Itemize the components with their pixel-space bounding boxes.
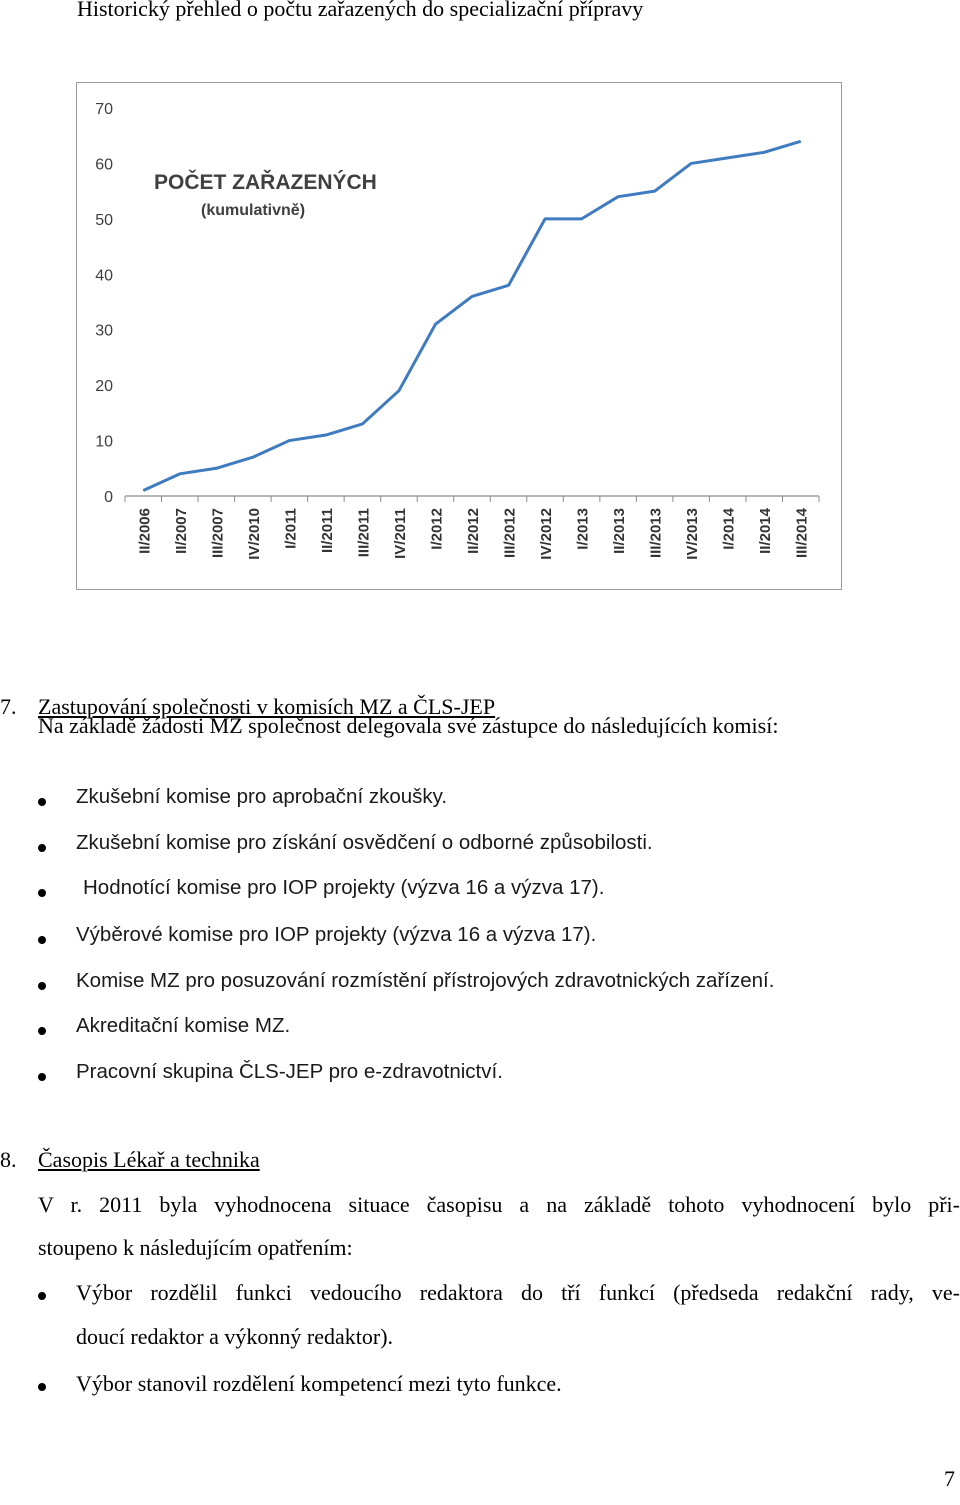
y-tick-label: 70 bbox=[95, 101, 113, 118]
chart-y-ticks bbox=[95, 101, 113, 506]
x-tick-label: III/2014 bbox=[793, 508, 811, 559]
bullet-dot bbox=[38, 889, 46, 897]
x-tick-label: III/2007 bbox=[209, 508, 227, 559]
section-7-title: Zastupování společnosti v komisích MZ a ČLS-JEP bbox=[38, 694, 496, 719]
list-item: Pracovní skupina ČLS-JEP pro e-zdravotnictví. bbox=[76, 1060, 503, 1083]
bullet-dot bbox=[38, 1292, 46, 1300]
section-7-intro: Na základě žádosti MZ společnost delegovala své zástupce do následujících komisí: bbox=[38, 713, 779, 738]
y-tick-label: 50 bbox=[95, 211, 113, 229]
x-tick-label: II/2007 bbox=[172, 508, 190, 554]
list-item: Komise MZ pro posuzování rozmístění přístrojových zdravotnických zařízení. bbox=[76, 969, 775, 992]
y-tick-label: 30 bbox=[95, 322, 113, 340]
x-tick-label: II/2012 bbox=[465, 508, 482, 554]
list-item-line-1: Výbor rozdělil funkci vedoucího redaktora do tří funkcí (předseda redakční rady, ve- bbox=[76, 1280, 960, 1305]
list-item: Výbor stanovil rozdělení kompetencí mezi tyto funkce. bbox=[76, 1371, 562, 1396]
line-chart bbox=[77, 83, 843, 591]
y-tick-label: 40 bbox=[95, 267, 113, 285]
bullet-dot bbox=[38, 982, 46, 990]
chart-title: POČET ZAŘAZENÝCH bbox=[154, 171, 377, 194]
x-tick-label: I/2012 bbox=[428, 508, 446, 550]
x-tick-label: I/2011 bbox=[282, 508, 300, 549]
chart-axes bbox=[125, 496, 819, 502]
x-tick-label: II/2013 bbox=[611, 508, 629, 554]
list-item: Zkušební komise pro aprobační zkoušky. bbox=[76, 785, 448, 808]
chart-frame bbox=[76, 82, 842, 590]
chart-subtitle: (kumulativně) bbox=[201, 202, 306, 219]
bullet-dot bbox=[38, 936, 46, 944]
x-tick-label: III/2013 bbox=[647, 508, 665, 559]
page-number: 7 bbox=[944, 1466, 955, 1491]
x-tick-label: IV/2012 bbox=[538, 507, 556, 560]
bullet-dot bbox=[38, 844, 46, 852]
section-8-number: 8. bbox=[0, 1147, 17, 1172]
figure-caption: Historický přehled o počtu zařazených do specializační přípravy bbox=[77, 0, 644, 21]
x-tick-label: IV/2013 bbox=[684, 508, 702, 560]
x-tick-label: I/2014 bbox=[720, 508, 738, 550]
section-8-paragraph-line-1: V r. 2011 byla vyhodnocena situace časopisu a na základě tohoto vyhodnocení bylo při- bbox=[38, 1192, 960, 1217]
chart-x-labels bbox=[136, 507, 810, 559]
y-tick-label: 20 bbox=[95, 378, 113, 396]
x-tick-label: IV/2011 bbox=[391, 508, 409, 559]
bullet-dot bbox=[38, 1027, 46, 1035]
list-item: Hodnotící komise pro IOP projekty (výzva 16 a výzva 17). bbox=[83, 876, 605, 899]
bullet-dot bbox=[38, 1073, 46, 1081]
section-8-title: Časopis Lékař a technika bbox=[38, 1147, 260, 1172]
x-tick-label: II/2011 bbox=[318, 508, 336, 554]
bullet-dot bbox=[38, 798, 46, 806]
x-tick-label: III/2011 bbox=[355, 508, 373, 558]
bullet-dot bbox=[38, 1383, 46, 1391]
x-tick-label: II/2006 bbox=[136, 508, 154, 554]
y-tick-label: 10 bbox=[95, 433, 113, 451]
section-8-paragraph-line-2: stoupeno k následujícím opatřením: bbox=[38, 1235, 353, 1260]
x-tick-label: IV/2010 bbox=[245, 508, 263, 560]
x-tick-label: I/2013 bbox=[574, 508, 592, 550]
section-7-number: 7. bbox=[0, 694, 17, 719]
x-tick-label: III/2012 bbox=[501, 508, 519, 559]
list-item: Akreditační komise MZ. bbox=[76, 1014, 291, 1037]
list-item: Zkušební komise pro získání osvědčení o odborné způsobilosti. bbox=[76, 831, 653, 854]
x-tick-label: II/2014 bbox=[757, 508, 775, 554]
y-tick-label: 0 bbox=[104, 489, 113, 506]
list-item-line-2: doucí redaktor a výkonný redaktor). bbox=[76, 1324, 394, 1349]
list-item: Výběrové komise pro IOP projekty (výzva 16 a výzva 17). bbox=[76, 923, 597, 946]
y-tick-label: 60 bbox=[95, 156, 113, 174]
